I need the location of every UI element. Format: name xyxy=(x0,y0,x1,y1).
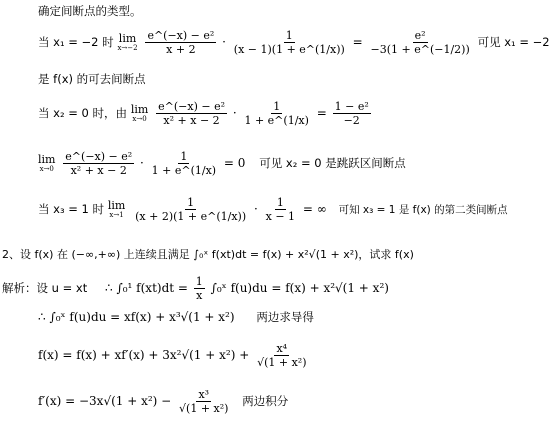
l5-den1: x² + x − 2 xyxy=(70,164,127,177)
l4-frac-2 xyxy=(242,100,310,127)
text-line-1: 确定间断点的类型。 xyxy=(38,4,142,18)
l5-frac-2 xyxy=(150,150,218,177)
l10-frac xyxy=(255,342,308,369)
l2-num3: e² xyxy=(414,29,426,42)
l4-limit xyxy=(131,104,148,123)
l4-den1: x² + x − 2 xyxy=(163,114,220,127)
formula-line-8 xyxy=(2,275,389,302)
l4-eq: = xyxy=(316,106,327,120)
l2-num1: e^(−x) − e² xyxy=(147,29,215,42)
l11-frac xyxy=(177,388,230,415)
l6-suffix: 可知 x₃ = 1 是 f(x) 的第二类间断点 xyxy=(338,204,508,216)
l8-prefix: 解析：设 u = xt xyxy=(2,281,88,295)
l6-lim-sub: x→1 xyxy=(109,211,124,219)
formula-line-9 xyxy=(38,310,314,324)
l9-formula: ∴ ∫₀ˣ f(u)du = xf(x) + x³√(1 + x²) xyxy=(38,310,235,324)
l10-den: √(1 + x²) xyxy=(257,356,307,369)
l2-frac-3 xyxy=(369,29,472,56)
l5-dot: · xyxy=(139,156,144,170)
l6-lim-word: lim xyxy=(107,199,126,212)
l6-eq: = ∞ xyxy=(302,202,327,216)
l5-num1: e^(−x) − e² xyxy=(65,150,133,163)
l4-num3: 1 − e² xyxy=(334,100,369,113)
l8-mid: ∴ ∫₀¹ f(xt)dt = xyxy=(105,281,188,295)
l9-suffix: 两边求导得 xyxy=(256,310,314,324)
l6-limit xyxy=(108,200,125,219)
l8-den: x xyxy=(196,289,203,302)
l6-frac-2 xyxy=(264,196,297,223)
l4-num2: 1 xyxy=(273,100,281,113)
l6-dot: · xyxy=(253,202,258,216)
l11-left: f′(x) = −3x√(1 + x²) − xyxy=(38,394,172,408)
l6-num2: 1 xyxy=(276,196,284,209)
formula-line-5 xyxy=(38,150,406,177)
l11-suffix: 两边积分 xyxy=(242,394,289,408)
l5-den2: 1 + e^(1/x) xyxy=(151,164,217,177)
l10-left: f(x) = f(x) + xf′(x) + 3x²√(1 + x²) + xyxy=(38,348,250,362)
l6-num1: 1 xyxy=(187,196,195,209)
l8-num: 1 xyxy=(195,275,203,288)
l6-prefix: 当 x₃ = 1 时 xyxy=(38,202,104,216)
l11-den: √(1 + x²) xyxy=(179,402,229,415)
l5-lim-sub: x→0 xyxy=(39,165,54,173)
l6-den1: (x + 2)(1 + e^(1/x)) xyxy=(135,210,247,223)
l6-frac-1 xyxy=(133,196,248,223)
l4-den3: −2 xyxy=(343,114,360,127)
l4-num1: e^(−x) − e² xyxy=(158,100,225,113)
l2-den1: x + 2 xyxy=(166,43,196,56)
l5-frac-1 xyxy=(63,150,134,177)
l2-lim-word: lim xyxy=(118,32,137,45)
l2-dot: · xyxy=(222,35,226,49)
l5-suffix: 可见 x₂ = 0 是跳跃区间断点 xyxy=(259,156,406,170)
l8-frac xyxy=(194,275,205,302)
l4-prefix: 当 x₂ = 0 时，由 xyxy=(38,106,127,120)
l11-num: x³ xyxy=(198,388,210,401)
formula-line-11 xyxy=(38,388,288,415)
l2-den3: −3(1 + e^(−1/2)) xyxy=(370,43,470,56)
l4-frac-3 xyxy=(333,100,371,127)
l5-lim-word: lim xyxy=(38,153,56,166)
l2-den2: (x − 1)(1 + e^(1/x)) xyxy=(233,43,345,56)
l5-eq: = 0 xyxy=(223,156,246,170)
l2-frac-1 xyxy=(145,29,216,56)
l4-dot: · xyxy=(232,106,237,120)
l4-den2: 1 + e^(1/x) xyxy=(244,114,309,127)
l2-prefix: 当 x₁ = −2 时 xyxy=(38,35,114,49)
l2-frac-2 xyxy=(232,29,347,56)
l4-lim-sub: x→0 xyxy=(132,115,147,123)
l5-limit xyxy=(38,154,55,173)
formula-line-4 xyxy=(38,100,373,127)
l2-suffix: 可见 x₁ = −2 xyxy=(477,35,550,49)
l4-lim-word: lim xyxy=(130,103,149,116)
l6-den2: x − 1 xyxy=(265,210,296,223)
l2-limit xyxy=(117,33,137,52)
l2-lim-sub: x→−2 xyxy=(117,44,138,52)
l2-num2: 1 xyxy=(285,29,293,42)
problem-2-statement: 2、设 f(x) 在 (−∞,+∞) 上连续且满足 ∫₀ˣ f(xt)dt = f(x) + x²√(1 + x²)，试求 f(x) xyxy=(2,248,414,261)
l4-frac-1 xyxy=(156,100,227,127)
l2-eq: = xyxy=(352,35,363,49)
formula-line-2 xyxy=(38,29,550,56)
formula-line-6 xyxy=(38,196,508,223)
l10-num: x⁴ xyxy=(276,342,288,355)
formula-line-10 xyxy=(38,342,311,369)
l5-num2: 1 xyxy=(180,150,188,163)
l8-rest: ∫₀ˣ f(u)du = f(x) + x²√(1 + x²) xyxy=(210,281,389,295)
text-line-3: 是 f(x) 的可去间断点 xyxy=(38,72,146,86)
